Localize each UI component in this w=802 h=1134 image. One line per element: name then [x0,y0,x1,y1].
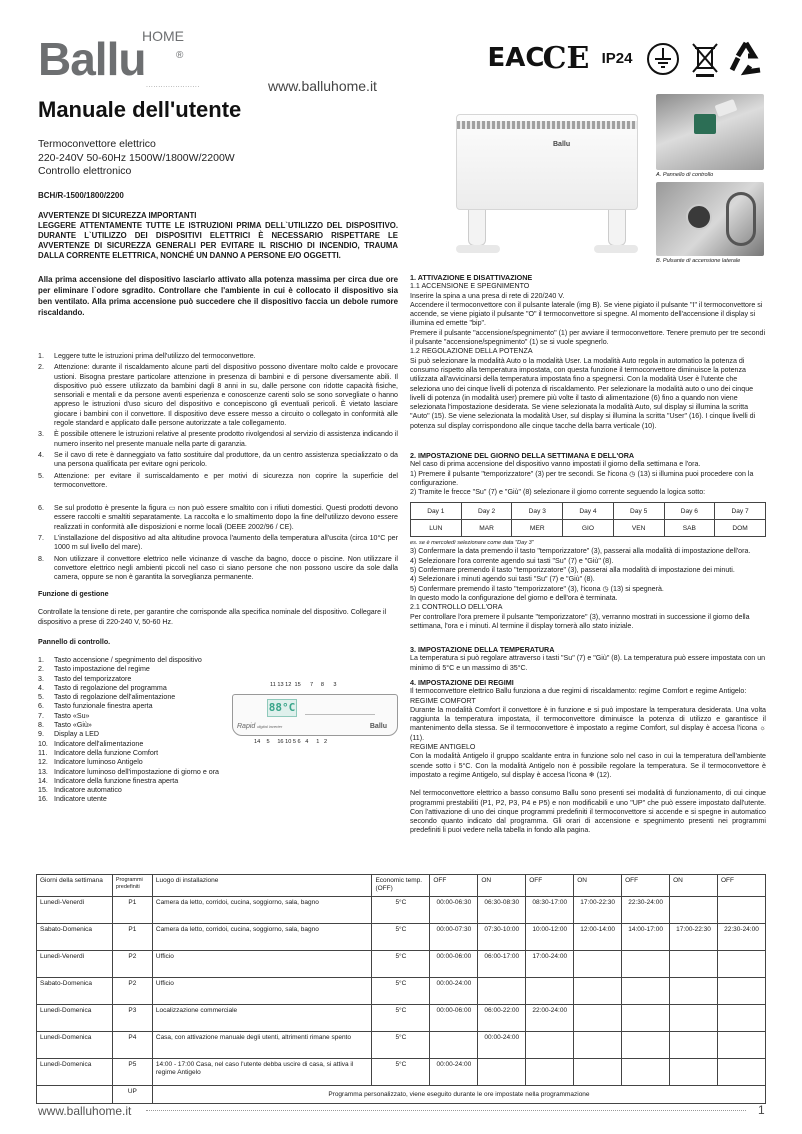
eac-mark: EAC [487,43,545,73]
table-row: Day 1 Day 2 Day 3 Day 4 Day 5 Day 6 Day 7 [411,503,766,520]
section-2-step: 3) Confermare la data premendo il tasto "temporizzatore" (3), passerai alla modalità di impostazione dell'ora. [410,547,751,556]
section-2-p1: Nel caso di prima accensione del dispositivo vanno impostati il giorno della settimana e l'ora. [410,460,701,469]
section-4-p1: Il termoconvettore elettrico Ballu funziona a due regimi di riscaldamento: regime Comfort e regime Antigelo: [410,687,747,696]
section-1 [410,273,766,431]
antigelo-body: Con la modalità Antigelo il gruppo scaldante entra in funzione solo nel caso in cui la temperatura dell'ambiente scende sotto i 5°C. Con la modalità Antigelo non è possibile regolare la temperatura. Se il termoconvettore è impostato a regime Antigelo, sul display è accesa l'icona ❄ (12). [410,752,766,779]
side-button-photo [656,182,764,256]
table-row: Lunedì-Domenica P4 Casa, con attivazione manuale degli utenti, altrimenti rimane spento 5°C 00:00-24:00 [37,1032,766,1059]
warnings-title: AVVERTENZE DI SICUREZZA IMPORTANTI [38,211,197,220]
list-item: 14. Indicatore della funzione finestra aperta [38,776,179,785]
list-item: 8. Non utilizzare il convettore elettrico nelle vicinanze di vasche da bagno, docce o piscine. Non utilizzare il convettore elettrico negli ambienti piccoli nel caso ci siano persone che non possono uscire da sole dalla camera, oppure se non è garantita la sorveglianza permanente. [38,554,398,582]
brand-reg: ® [176,50,184,61]
section-2-step: 4) Selezionare i minuti agendo sui tasti "Su" (7) e "Giù" (8). [410,575,595,584]
list-item: 5. Attenzione: per evitare il surriscaldamento e per motivi di sicurezza non coprire la superficie del termoconvettore. [38,471,398,489]
table-row: Sabato-Domenica P1 Camera da letto, corridoi, cucina, soggiorno, sala, bagno 5°C 00:00-07:30 07:30-10:00 10:00-12:00 12:00-14:00 14:00-17:00 17:00-22:30 22:30-24:00 [37,924,766,951]
table-row: LUN MAR MER GIO VEN SAB DOM [411,520,766,537]
section-1-title: 1. ATTIVAZIONE E DISATTIVAZIONE [410,273,533,282]
control-panel-diagram [232,682,400,748]
product-line-1: Termoconvettore elettrico [38,138,156,150]
page-title: Manuale dell'utente [38,97,242,122]
safety-warnings [38,211,398,318]
control-panel-photo [656,94,764,170]
table-row: UP Programma personalizzato, viene eseguito durante le ore impostate nella programmazione [37,1086,766,1104]
section-1-p4: Si può selezionare la modalità Auto o la modalità User. La modalità Auto regola in automatico la potenza di consumo rispetto alla temperatura impostata, con questa funzione il termoconvettore diminuisce la potenza utilizzata all'avvicinarsi della temperatura impostata fino a spegnersi. Con la modalità User è l'utente che seleziona uno dei cinque livelli di potenza di riscaldamento. Per selezionare la modalità auto o uno dei cinque livelli di potenza (in modalità user) premere più volte il tasto di alimentazione (6) fino a quando non viene selezionata l'impostazione desiderata. Se viene selezionata la modalità Auto, sul display si illumina la scritta "Auto" (15). Se viene selezionata la modalità User, sul display si illumina la scritta "User" (16). I cinque livelli di potenza sul display corrispondono alle cinque tacche della barra verticale (10). [410,356,756,430]
first-use-note: Alla prima accensione del dispositivo lasciarlo attivato alla potenza massima per circa due ore per eliminare l`odore sgradito. Controllare che l'ambiente in cui è collocato il dispositivo sia ben ventilato. Alla prima accensione può succedere che il dispositivo faccia un debole rumore riscaldando. [38,275,398,317]
section-1-sub2: 1.2 REGOLAZIONE DELLA POTENZA [410,347,533,356]
heater-image [446,100,646,260]
list-item: 2. Attenzione: durante il riscaldamento alcune parti del dispositivo possono diventare molto calde e provocare ustioni. Bisogna prestare particolare attenzione in presenza di bambini e di persone diversamente abili. Il dispositivo può essere utilizzato da bambini dagli 8 anni in su, dalle persone con ridotte capacità fisiche, sensoriali e mentali e da persone aventi esperienza e conoscenze carenti solo se sono sorvegliate o hanno appreso le istruzioni d'uso sicuro del dispositivo e concepiscono gli eventuali pericoli. È vietato lasciare giocare i bambini con il convettore. Il dispositivo deve essere messo a circuito o collegato in conformità alle regole standard e applicato dalle persone autorizzate a tale collegamento. [38,363,398,428]
caption-b: B. Pulsante di accensione laterale [656,258,741,264]
table-header-row: Giorni della settimana Programmi predefiniti Luogo di installazione Economic temp. (OFF) OFF ON OFF ON OFF ON OFF [37,875,766,897]
list-item: 3. È possibile ottenere le istruzioni relative al presente prodotto rivolgendosi al servizio di assistenza indicando il numero inserito nel presente manuale nella parte di garanzia. [38,430,398,448]
list-item: 13. Indicatore luminoso dell'impostazione di giorno e ora [38,767,219,776]
section-2-title: 2. IMPOSTAZIONE DEL GIORNO DELLA SETTIMANA E DELL'ORA [410,451,635,460]
heater-logo: Ballu [553,141,571,148]
gestione-body: Controllate la tensione di rete, per garantire che corrisponde alla specifica nominale del dispositivo. Collegare il dispositivo a prese di 220-240 V, 50-60 Hz. [38,608,387,626]
diagram-bottom-labels: 14 5 16 10 5 6 4 1 2 [254,739,328,745]
list-item: 12. Indicatore luminoso Antigelo [38,758,143,767]
section-4 [410,678,766,836]
header-website[interactable]: www.balluhome.it [268,78,377,94]
gestione-title: Funzione di gestione [38,590,109,598]
section-2-p4: Per controllare l'ora premere il pulsante "temporizzatore" (3), verranno mostrati in successione il giorno della settimana, l'ora e i minuti. Al termine il display tornerà allo stato iniziale. [410,612,750,630]
section-2-step: In questo modo la configurazione del giorno e dell'ora è terminata. [410,593,618,602]
recycle-icon [726,40,766,78]
footer-website[interactable]: www.balluhome.it [38,1104,132,1118]
ground-icon [646,42,680,76]
section-2-sub: 2.1 CONTROLLO DELL'ORA [410,603,503,612]
list-item: 15. Indicatore automatico [38,786,122,795]
footer-dots [146,1110,746,1111]
list-item: 4. Se il cavo di rete è danneggiato va fatto sostituire dal produttore, da un centro assistenza specializzato o da una persona qualificata per evitare ogni pericolo. [38,450,398,469]
section-3 [410,645,766,673]
caption-a: A. Pannello di controllo [656,172,714,178]
led-display: 88°C [267,699,297,717]
model-code: BCH/R-1500/1800/2200 [38,191,124,200]
ip-rating: IP24 [601,49,633,67]
page-number: 1 [758,1103,765,1117]
section-1-sub1: 1.1 ACCENSIONE E SPEGNIMENTO [410,282,530,291]
list-item: 4. Tasto di regolazione del programma [38,683,167,692]
product-info [38,138,235,179]
list-item: 7. L'installazione del dispositivo ad alta altitudine provoca l'aumento della temperatura all'uscita (circa 10°C per 1000 m sul livello del mare). [38,534,398,552]
brand-sub: HOME [142,28,184,44]
comfort-title: REGIME COMFORT [410,696,476,705]
table-row: Sabato-Domenica P2 Ufficio 5°C 00:00-24:00 [37,978,766,1005]
section-2-step: 5) Confermare premendo il tasto "temporizzatore" (3), passerai alla modalità di impostazione dei minuti. [410,566,735,575]
list-item: 9. Display a LED [38,730,99,739]
brand-logo [38,22,268,92]
panel-legend [38,656,238,805]
weee-bin-icon [690,40,720,78]
table-row: Lunedì-Venerdì P1 Camera da letto, corridoi, cucina, soggiorno, sala, bagno 5°C 00:00-06:30 06:30-08:30 08:30-17:00 17:00-22:30 22:30-24:00 [37,897,766,924]
list-item: 3. Tasto del temporizzatore [38,674,132,683]
list-item: 10. Indicatore dell'alimentazione [38,739,144,748]
days-note: es. se è mercoledì selezionare come data "Day 3" [410,540,534,547]
section-2-p2: 1) Premere il pulsante "temporizzatore" (3) per tre secondi. Se l'icona ◷ (13) si illumina puoi procedere con la configurazione. [410,469,754,487]
brand-dots: ...................... [146,82,200,89]
list-item: 16. Indicatore utente [38,795,107,804]
list-item: 5. Tasto di regolazione dell'alimentazione [38,693,176,702]
section-2-step: 5) Confermare premendo il tasto "temporizzatore" (3), l'icona ◷ (13) si spegnerà. [410,584,664,593]
list-item: 8. Tasto «Giù» [38,721,92,730]
table-row: Lunedì-Domenica P3 Localizzazione commerciale 5°C 00:00-06:00 06:00-22:00 22:00-24:00 [37,1005,766,1032]
section-4-title: 4. IMPOSTAZIONE DEI REGIMI [410,678,514,687]
table-row: Lunedì-Domenica P5 14:00 - 17:00 Casa, nel caso l'utente debba uscire di casa, si attiva il regime Antigelo 5°C 00:00-24:00 [37,1059,766,1086]
diagram-top-labels: 11 13 12 15 7 8 3 [270,682,337,688]
warnings-body: LEGGERE ATTENTAMENTE TUTTE LE ISTRUZIONI PRIMA DELL`UTILIZZO DEL DISPOSITIVO. DURANTE L`UTILIZZO DEI DISPOSITIVI ELETTRICI È NECESSARIO RISPETTARE LE AVVERTENZE DI SICUREZZA GENERALI PER EVITARE IL RISCHIO DI INCENDIO, TRAUMA DALLA CORRENTE ELETTRICA, NONCHÉ UN DANNO A PERSONE E/O OGGETTI. [38,221,398,260]
section-3-title: 3. IMPOSTAZIONE DELLA TEMPERATURA [410,645,555,654]
list-item: 11. Indicatore della funzione Comfort [38,748,159,757]
list-item: 1. Leggere tutte le istruzioni prima dell'utilizzo del termoconvettore. [38,352,256,360]
section-2-p3: 2) Tramite le frecce "Su" (7) e "Giù" (8) selezionare il giorno corrente seguendo la logica sotto: [410,488,706,497]
table-row: Lunedì-Venerdì P2 Ufficio 5°C 00:00-06:00 06:00-17:00 17:00-24:00 [37,951,766,978]
brand-name: Ballu [38,33,146,85]
list-item: 2. Tasto impostazione del regime [38,665,150,674]
section-2-step: 4) Selezionare l'ora corrente agendo sui tasti "Su" (7) e "Giù" (8). [410,556,614,565]
product-line-2: 220-240V 50-60Hz 1500W/1800W/2200W [38,151,235,164]
list-item: 1. Tasto accensione / spegnimento del dispositivo [38,656,202,664]
product-line-3: Controllo elettronico [38,165,132,177]
safety-rules [38,352,398,583]
section-3-p1: La temperatura si può regolare attraverso i tasti "Su" (7) e "Giù" (8). La temperatura può essere impostata con un minimo di 5°C e un massimo di 35°C. [410,654,766,672]
comfort-body: Durante la modalità Comfort il convettore è in funzione e si può impostare la temperatura desiderata. Una volta raggiunta la temperatura impostata, il termoconvettore diminuisce la potenza di utilizzo e garantisce il mantenimento della stessa. Se il termoconvettore è impostato a regime Comfort, sul display è accesa l'icona ☼ (11). [410,705,766,742]
section-1-p2: Accendere il termoconvettore con il pulsante laterale (img B). Se viene pigiato il pulsante "I" il termoconvettore si accende, se viene pigiato il pulsante "O" il termoconvettore si spegne. Al momento dell'accensione il display si illumina ed emette "bip". [410,300,763,328]
schedule-table [36,874,766,1104]
list-item: 7. Tasto «Su» [38,711,90,720]
section-1-p1: Inserire la spina a una presa di rete di 220/240 V. [410,291,565,300]
ce-mark: CE [542,40,590,76]
diagram-brand: Ballu [369,723,387,730]
panel-title: Pannello di controllo. [38,638,111,646]
section-1-p3: Premere il pulsante "accensione/spegnimento" (1) per avviare il termoconvettore. Tenere premuto per tre secondi il pulsante "accensione/spegnimento" (1) se si vuole spegnerlo. [410,328,766,347]
list-item: 6. Se sul prodotto è presente la figura ▭ non può essere smaltito con i rifiuti domestici. Questi prodotti devono essere raccolti e smaltiti separatamente. La raccolta e lo smaltimento dopo la fine dell'utilizzo devono essere realizzati in conformità alle disposizioni e norme locali (DEEE 2002/96 / CE). [38,504,398,531]
list-item: 6. Tasto funzionale finestra aperta [38,702,153,711]
section-4-p2: Nel termoconvettore elettrico a basso consumo Ballu sono presenti sei modalità di funzionamento, di cui cinque programmi prestabiliti (P1, P2, P3, P4 e P5) e non modificabili e uno "UP" che può essere impostato dall'utente. Con l'attivazione di uno dei cinque programmi predefiniti il termoconvettore si accende e si spegne in automatico secondo quanto indicato dal programma. Gli orari di accensione e spegnimento presenti nei programmi predefiniti li puoi vedere nella tabella in fondo alla pagina. [410,789,766,835]
antigelo-title: REGIME ANTIGELO [410,743,476,752]
rapid-label: Rapid digital inverter [237,723,283,730]
gestione-section [38,590,398,627]
days-table [410,502,766,537]
section-2 [410,451,766,631]
